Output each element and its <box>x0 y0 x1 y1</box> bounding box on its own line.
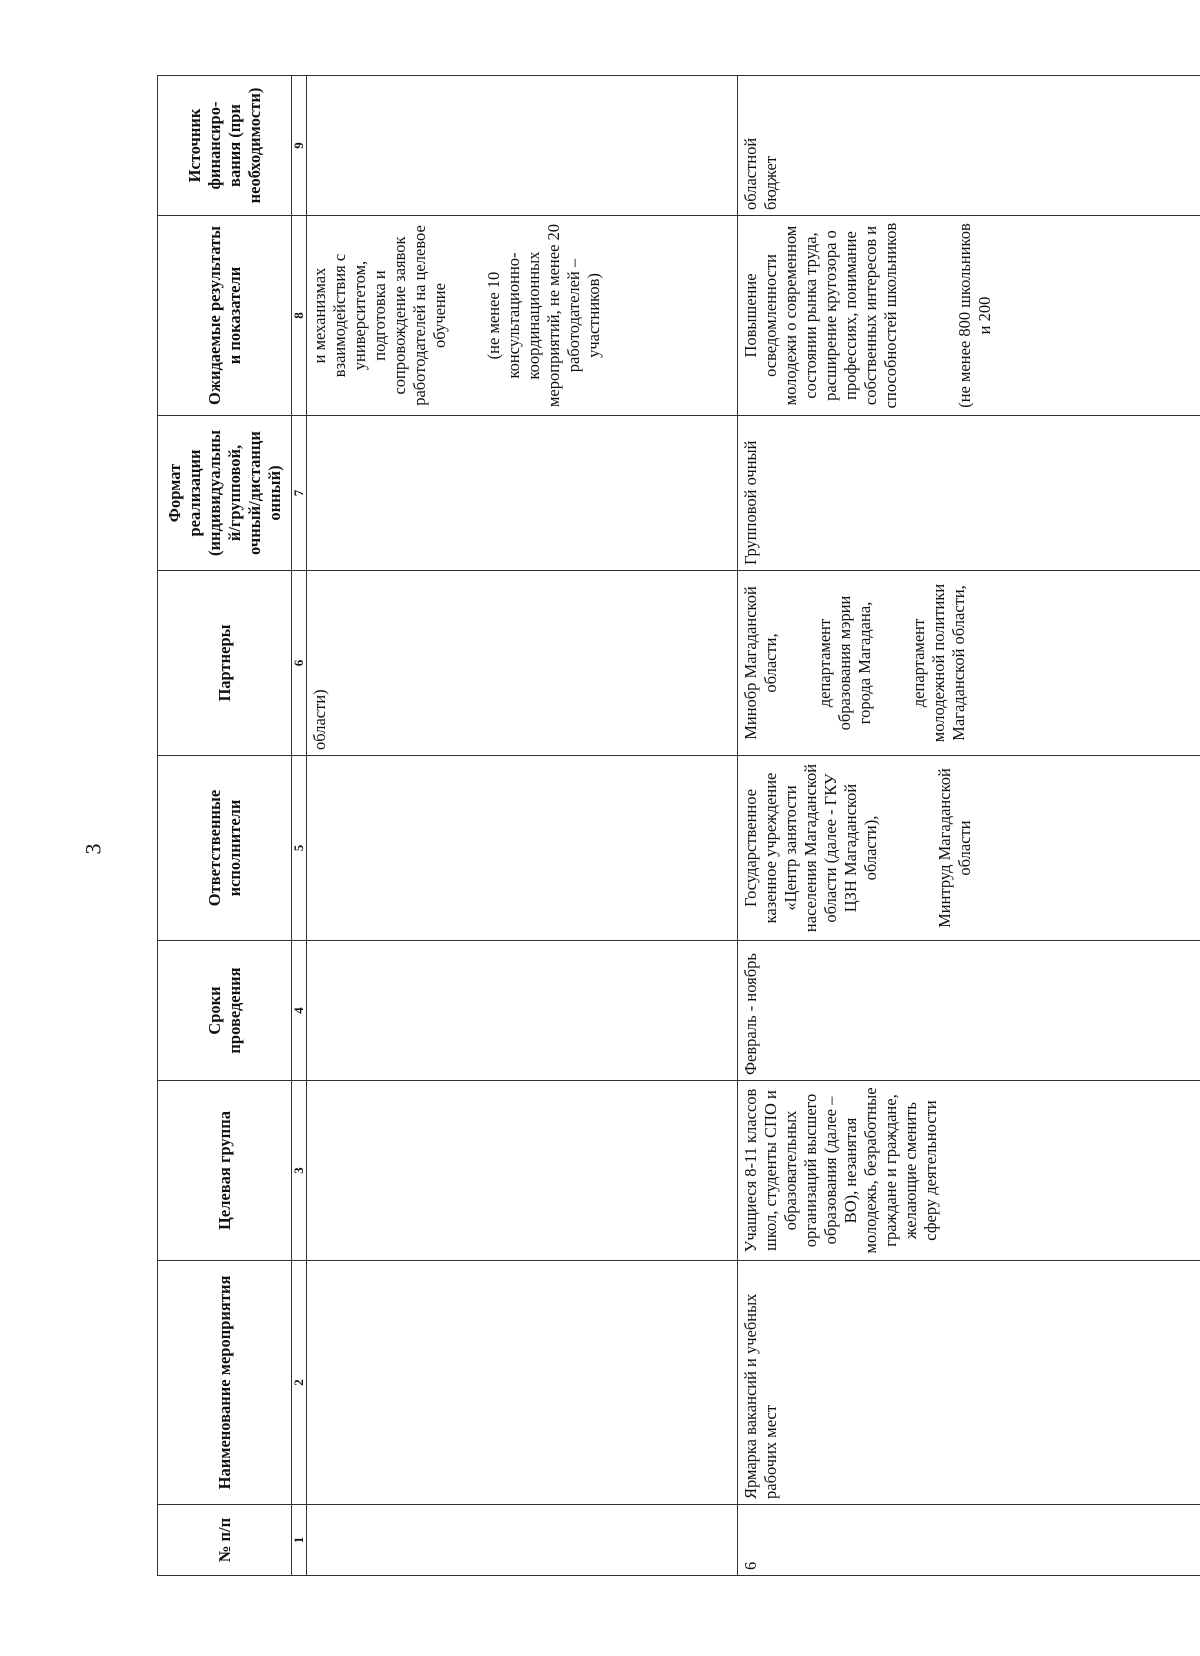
column-number: 7 <box>292 416 307 571</box>
results-text-b: (не менее 800 школьников и 200 <box>954 223 994 408</box>
executors-text-a: Государственное казенное учреждение «Центр занятости населения Магаданской области (далее - ГКУ ЦЗН Магаданской области), <box>740 763 880 933</box>
cell-format: Групповой очный <box>737 416 1200 571</box>
results-text-b: (не менее 10 консультационно-координационных мероприятий, не менее 20 работодателей – участников) <box>484 223 604 408</box>
cell-target-group <box>307 1081 738 1261</box>
partners-text: области) <box>310 689 330 750</box>
cell-dates: Февраль - ноябрь <box>737 941 1200 1081</box>
column-number-row <box>292 76 307 1576</box>
column-number: 9 <box>292 76 307 216</box>
header-cell-dates: Сроки проведения <box>158 941 292 1081</box>
partners-text-c: департамент молодежной политики Магаданской области, <box>908 583 968 743</box>
header-cell-executors: Ответственные исполнители <box>158 756 292 941</box>
cell-dates <box>307 941 738 1081</box>
table-row <box>737 76 1200 1576</box>
results-text-a: и механизмах взаимодействия с университетом, подготовка и сопровождение заявок работодателей на целевое обучение <box>310 225 450 406</box>
cell-name: Ярмарка вакансий и учебных рабочих мест <box>737 1261 1200 1505</box>
column-number: 2 <box>292 1261 307 1505</box>
cell-num: 6 <box>737 1505 1200 1576</box>
cell-format <box>307 416 738 571</box>
header-cell-name: Наименование мероприятия <box>158 1261 292 1505</box>
cell-funding: областной бюджет <box>737 76 1200 216</box>
column-number: 1 <box>292 1505 307 1576</box>
header-cell-num: № п/п <box>158 1505 292 1576</box>
column-number: 5 <box>292 756 307 941</box>
header-row <box>158 76 292 1576</box>
cell-num <box>307 1505 738 1576</box>
events-table <box>157 75 1200 1576</box>
header-cell-results: Ожидаемые результаты и показатели <box>158 216 292 416</box>
header-cell-partners: Партнеры <box>158 571 292 756</box>
executors-text-b: Минтруд Магаданской области <box>934 768 974 928</box>
continued-row <box>307 76 738 1576</box>
header-cell-format: Формат реализации (индивидуальны й/групповой, очный/дистанци онный) <box>158 416 292 571</box>
cell-partners <box>737 571 1200 756</box>
header-cell-funding: Источник финансиро-вания (при необходимости) <box>158 76 292 216</box>
cell-partners <box>307 571 738 756</box>
column-number: 4 <box>292 941 307 1081</box>
header-cell-target-group: Целевая группа <box>158 1081 292 1261</box>
column-number: 8 <box>292 216 307 416</box>
partners-text-b: департамент образования мэрии города Магадана, <box>814 595 874 731</box>
cell-executors <box>307 756 738 941</box>
cell-results <box>737 216 1200 416</box>
rotated-table-wrapper <box>157 76 1200 1576</box>
column-number: 6 <box>292 571 307 756</box>
cell-name <box>307 1261 738 1505</box>
cell-results <box>307 216 738 416</box>
cell-funding <box>307 76 738 216</box>
partners-text-a: Минобр Магаданской области, <box>740 586 780 740</box>
column-number: 3 <box>292 1081 307 1261</box>
page-number: 3 <box>80 843 106 855</box>
cell-executors <box>737 756 1200 941</box>
results-text-a: Повышение осведомленности молодежи о современном состоянии рынка труда, расширение кругозора о профессиях, понимание собственных интересов и способностей школьников <box>740 222 900 409</box>
cell-target-group: Учащиеся 8-11 классов школ, студенты СПО и образовательных организаций высшего образования (далее – ВО), незанятая молодежь, безработные граждане и граждане, желающие сменить сферу деятельности <box>737 1081 1200 1261</box>
